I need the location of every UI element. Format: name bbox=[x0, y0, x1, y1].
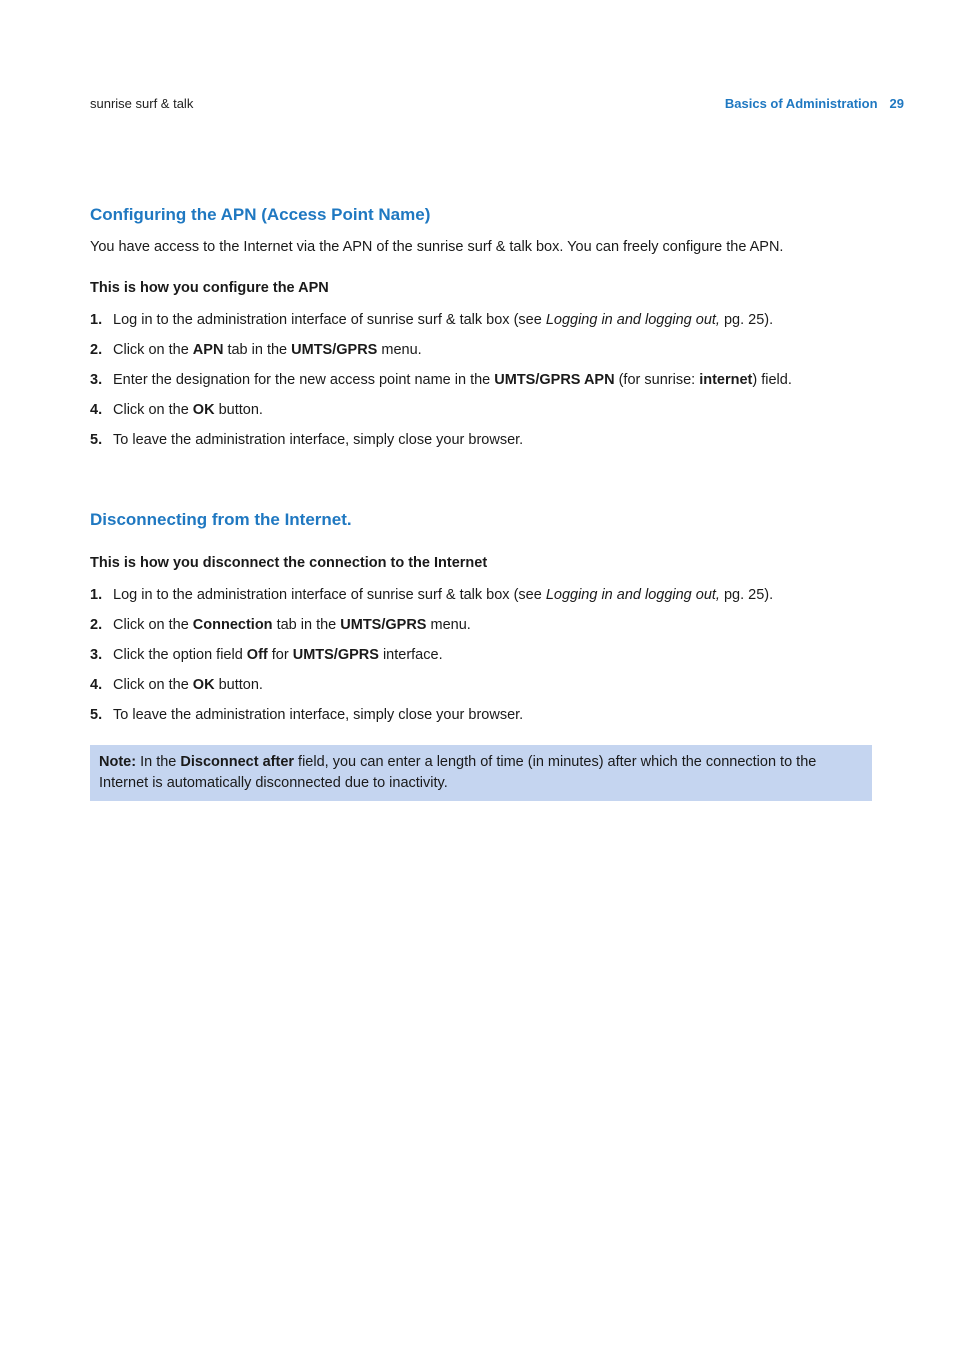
note-field-name: Disconnect after bbox=[180, 754, 295, 770]
step-text: Click on the OK button. bbox=[113, 402, 263, 418]
section-title-disconnect: Disconnecting from the Internet. bbox=[90, 510, 352, 529]
step-text: Click on the Connection tab in the UMTS/GPRS menu. bbox=[113, 617, 471, 633]
step-number: 5. bbox=[90, 432, 103, 448]
running-header-product: sunrise surf & talk bbox=[90, 96, 194, 111]
step-number: 3. bbox=[90, 372, 103, 388]
header-section-title: Basics of Administration bbox=[724, 96, 878, 111]
step-text: Click the option field Off for UMTS/GPRS interface. bbox=[113, 647, 443, 663]
step-number: 4. bbox=[90, 677, 103, 693]
list-item bbox=[90, 370, 880, 400]
list-item bbox=[90, 430, 880, 460]
step-text: To leave the administration interface, simply close your browser. bbox=[113, 707, 524, 723]
list-item bbox=[90, 705, 880, 735]
note-box bbox=[90, 745, 872, 801]
step-text: Log in to the administration interface of sunrise surf & talk box (see Logging in and logging out, pg. 25). bbox=[113, 312, 774, 328]
page-number: 29 bbox=[889, 96, 904, 111]
step-number: 1. bbox=[90, 312, 103, 328]
step-text: Log in to the administration interface of sunrise surf & talk box (see Logging in and logging out, pg. 25). bbox=[113, 587, 774, 603]
step-number: 4. bbox=[90, 402, 103, 418]
step-text: Enter the designation for the new access point name in the UMTS/GPRS APN (for sunrise: internet) field. bbox=[113, 372, 792, 388]
step-text: Click on the APN tab in the UMTS/GPRS menu. bbox=[113, 342, 422, 358]
disconnect-subhead: This is how you disconnect the connection to the Internet bbox=[90, 555, 488, 571]
note-label: Note: bbox=[99, 754, 137, 770]
list-item bbox=[90, 340, 880, 370]
note-text-1: In the bbox=[136, 754, 181, 770]
list-item bbox=[90, 400, 880, 430]
step-number: 2. bbox=[90, 342, 103, 358]
step-number: 5. bbox=[90, 707, 103, 723]
list-item bbox=[90, 310, 880, 340]
step-number: 3. bbox=[90, 647, 103, 663]
list-item bbox=[90, 645, 880, 675]
section-title-apn: Configuring the APN (Access Point Name) bbox=[90, 205, 431, 224]
list-item bbox=[90, 615, 880, 645]
list-item bbox=[90, 585, 880, 615]
list-item bbox=[90, 675, 880, 705]
apn-intro: You have access to the Internet via the APN of the sunrise surf & talk box. You can freely configure the APN. bbox=[90, 239, 784, 255]
step-number: 2. bbox=[90, 617, 103, 633]
step-number: 1. bbox=[90, 587, 103, 603]
running-header-section bbox=[725, 96, 904, 111]
apn-subhead: This is how you configure the APN bbox=[90, 280, 329, 296]
step-text: To leave the administration interface, simply close your browser. bbox=[113, 432, 524, 448]
note-text-2: field, you can enter a length of time (in minutes) after which the connection to the Internet is automatically disconnected due to inactivity. bbox=[99, 754, 817, 791]
step-text: Click on the OK button. bbox=[113, 677, 263, 693]
disconnect-steps bbox=[90, 585, 880, 735]
apn-steps bbox=[90, 310, 880, 460]
